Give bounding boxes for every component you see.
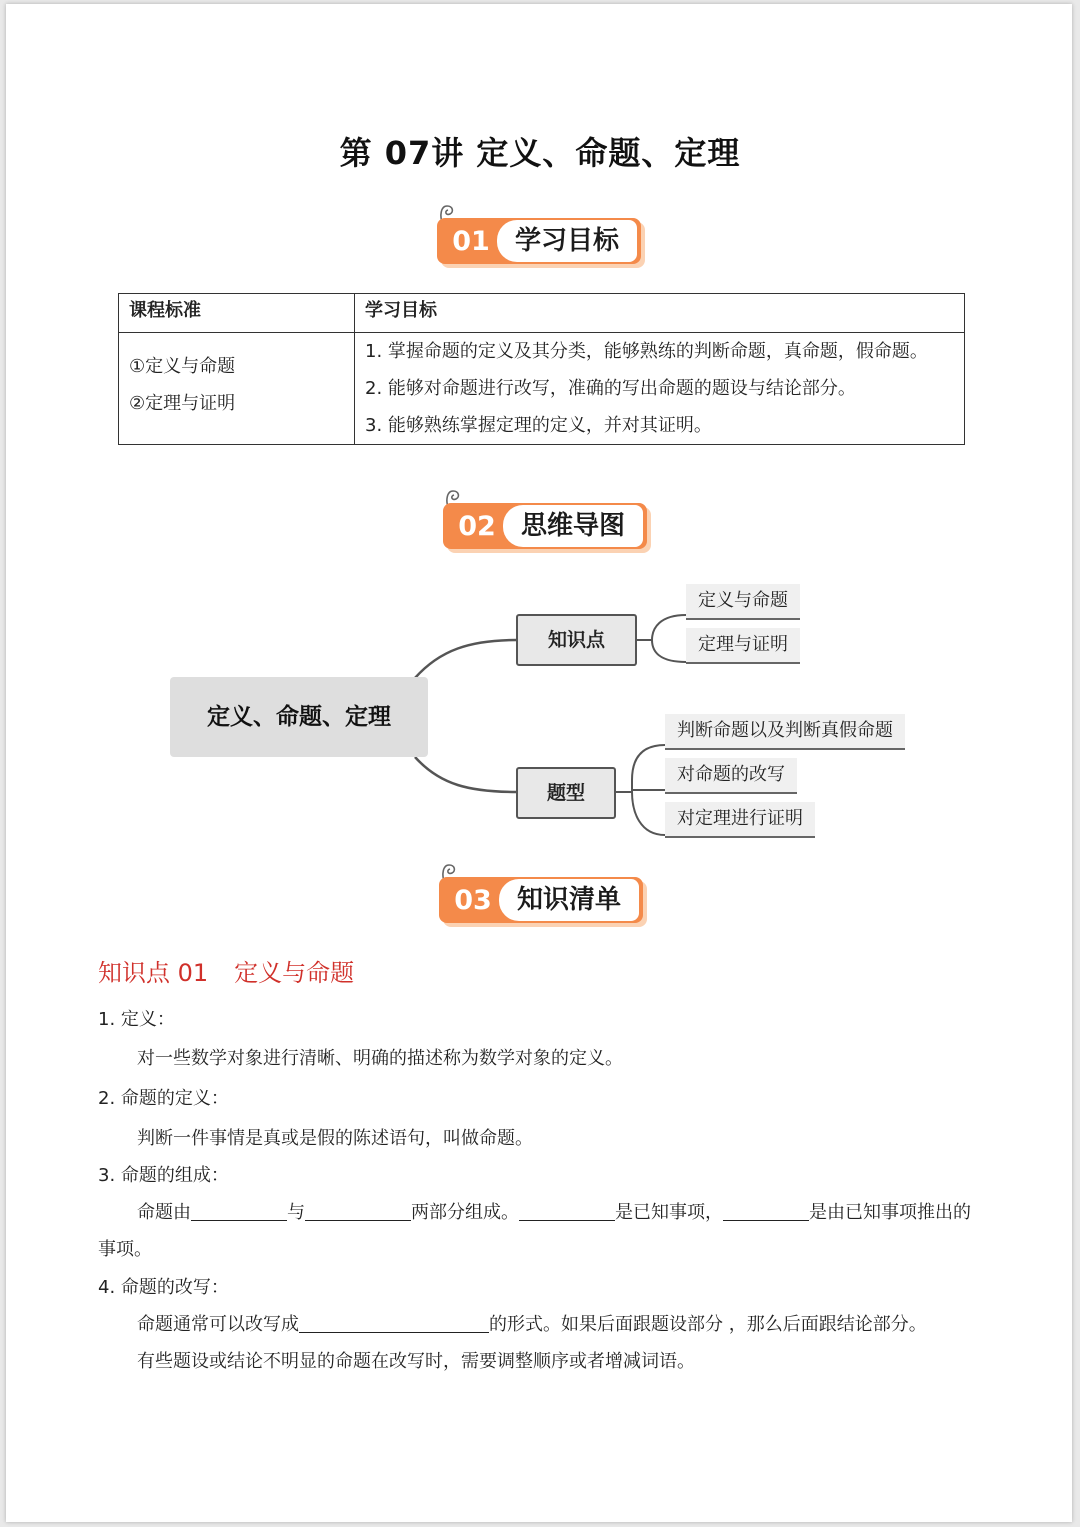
- item-title: 2. 命题的定义：: [98, 1088, 229, 1109]
- fill-blank[interactable]: [519, 1200, 615, 1221]
- mindmap-leaf: 定理与证明: [686, 628, 800, 664]
- objective-item: 1. 掌握命题的定义及其分类，能够熟练的判断命题，真命题，假命题。: [365, 341, 928, 362]
- page-title: 第 07讲 定义、命题、定理: [339, 134, 741, 172]
- mindmap-leaf: 判断命题以及判断真假命题: [665, 714, 905, 750]
- mindmap-branch-question-types: 题型: [516, 767, 616, 819]
- standard-item: ①定义与命题: [129, 356, 236, 377]
- knowledge-point-title: 定义与命题: [234, 959, 355, 987]
- standard-item: ②定理与证明: [129, 393, 236, 414]
- text-fragment: 命题由: [137, 1202, 191, 1223]
- section-number: 02: [458, 511, 496, 542]
- mindmap-root: 定义、命题、定理: [170, 677, 428, 757]
- section-badge-03: [439, 861, 659, 931]
- item-body: 有些题设或结论不明显的命题在改写时，需要调整顺序或者增减词语。: [137, 1351, 695, 1372]
- item-title: 1. 定义：: [98, 1009, 175, 1030]
- text-fragment: 是已知事项，: [615, 1202, 723, 1223]
- section-number: 03: [454, 885, 492, 916]
- mindmap-leaf: 对命题的改写: [665, 758, 797, 794]
- fill-blank[interactable]: [191, 1200, 287, 1221]
- text-fragment: 是由已知事项推出的: [809, 1202, 971, 1223]
- section-label: 思维导图: [503, 505, 643, 547]
- item-title: 3. 命题的组成：: [98, 1165, 229, 1186]
- objective-item: 3. 能够熟练掌握定理的定义，并对其证明。: [365, 415, 712, 436]
- section-label: 知识清单: [499, 879, 639, 921]
- header-course-standard: 课程标准: [119, 294, 355, 333]
- knowledge-point-heading: [98, 953, 354, 988]
- text-fragment: 两部分组成。: [411, 1202, 519, 1223]
- item-body: 对一些数学对象进行清晰、明确的描述称为数学对象的定义。: [137, 1048, 623, 1069]
- objective-item: 2. 能够对命题进行改写，准确的写出命题的题设与结论部分。: [365, 378, 856, 399]
- item-body: 判断一件事情是真或是假的陈述语句，叫做命题。: [137, 1128, 533, 1149]
- fill-blank[interactable]: [305, 1200, 411, 1221]
- text-fragment: 命题通常可以改写成: [137, 1314, 299, 1335]
- mindmap-leaf: 定义与命题: [686, 584, 800, 620]
- mindmap-leaf: 对定理进行证明: [665, 802, 815, 838]
- section-label: 学习目标: [497, 220, 637, 262]
- text-fragment: 的形式。如果后面跟题设部分 ，那么后面跟结论部分。: [489, 1314, 927, 1335]
- fill-blank[interactable]: [723, 1200, 809, 1221]
- text-fragment: 与: [287, 1202, 305, 1223]
- section-number: 01: [452, 226, 490, 257]
- header-learning-goal: 学习目标: [355, 294, 965, 333]
- mindmap-branch-knowledge: 知识点: [516, 614, 637, 666]
- fill-blank[interactable]: [299, 1312, 489, 1333]
- item-title: 4. 命题的改写：: [98, 1277, 229, 1298]
- item-body-with-blanks: [137, 1310, 927, 1336]
- item-body-continued: 事项。: [98, 1239, 152, 1260]
- knowledge-point-number: 知识点 01: [98, 959, 209, 987]
- item-body-with-blanks: [137, 1198, 971, 1224]
